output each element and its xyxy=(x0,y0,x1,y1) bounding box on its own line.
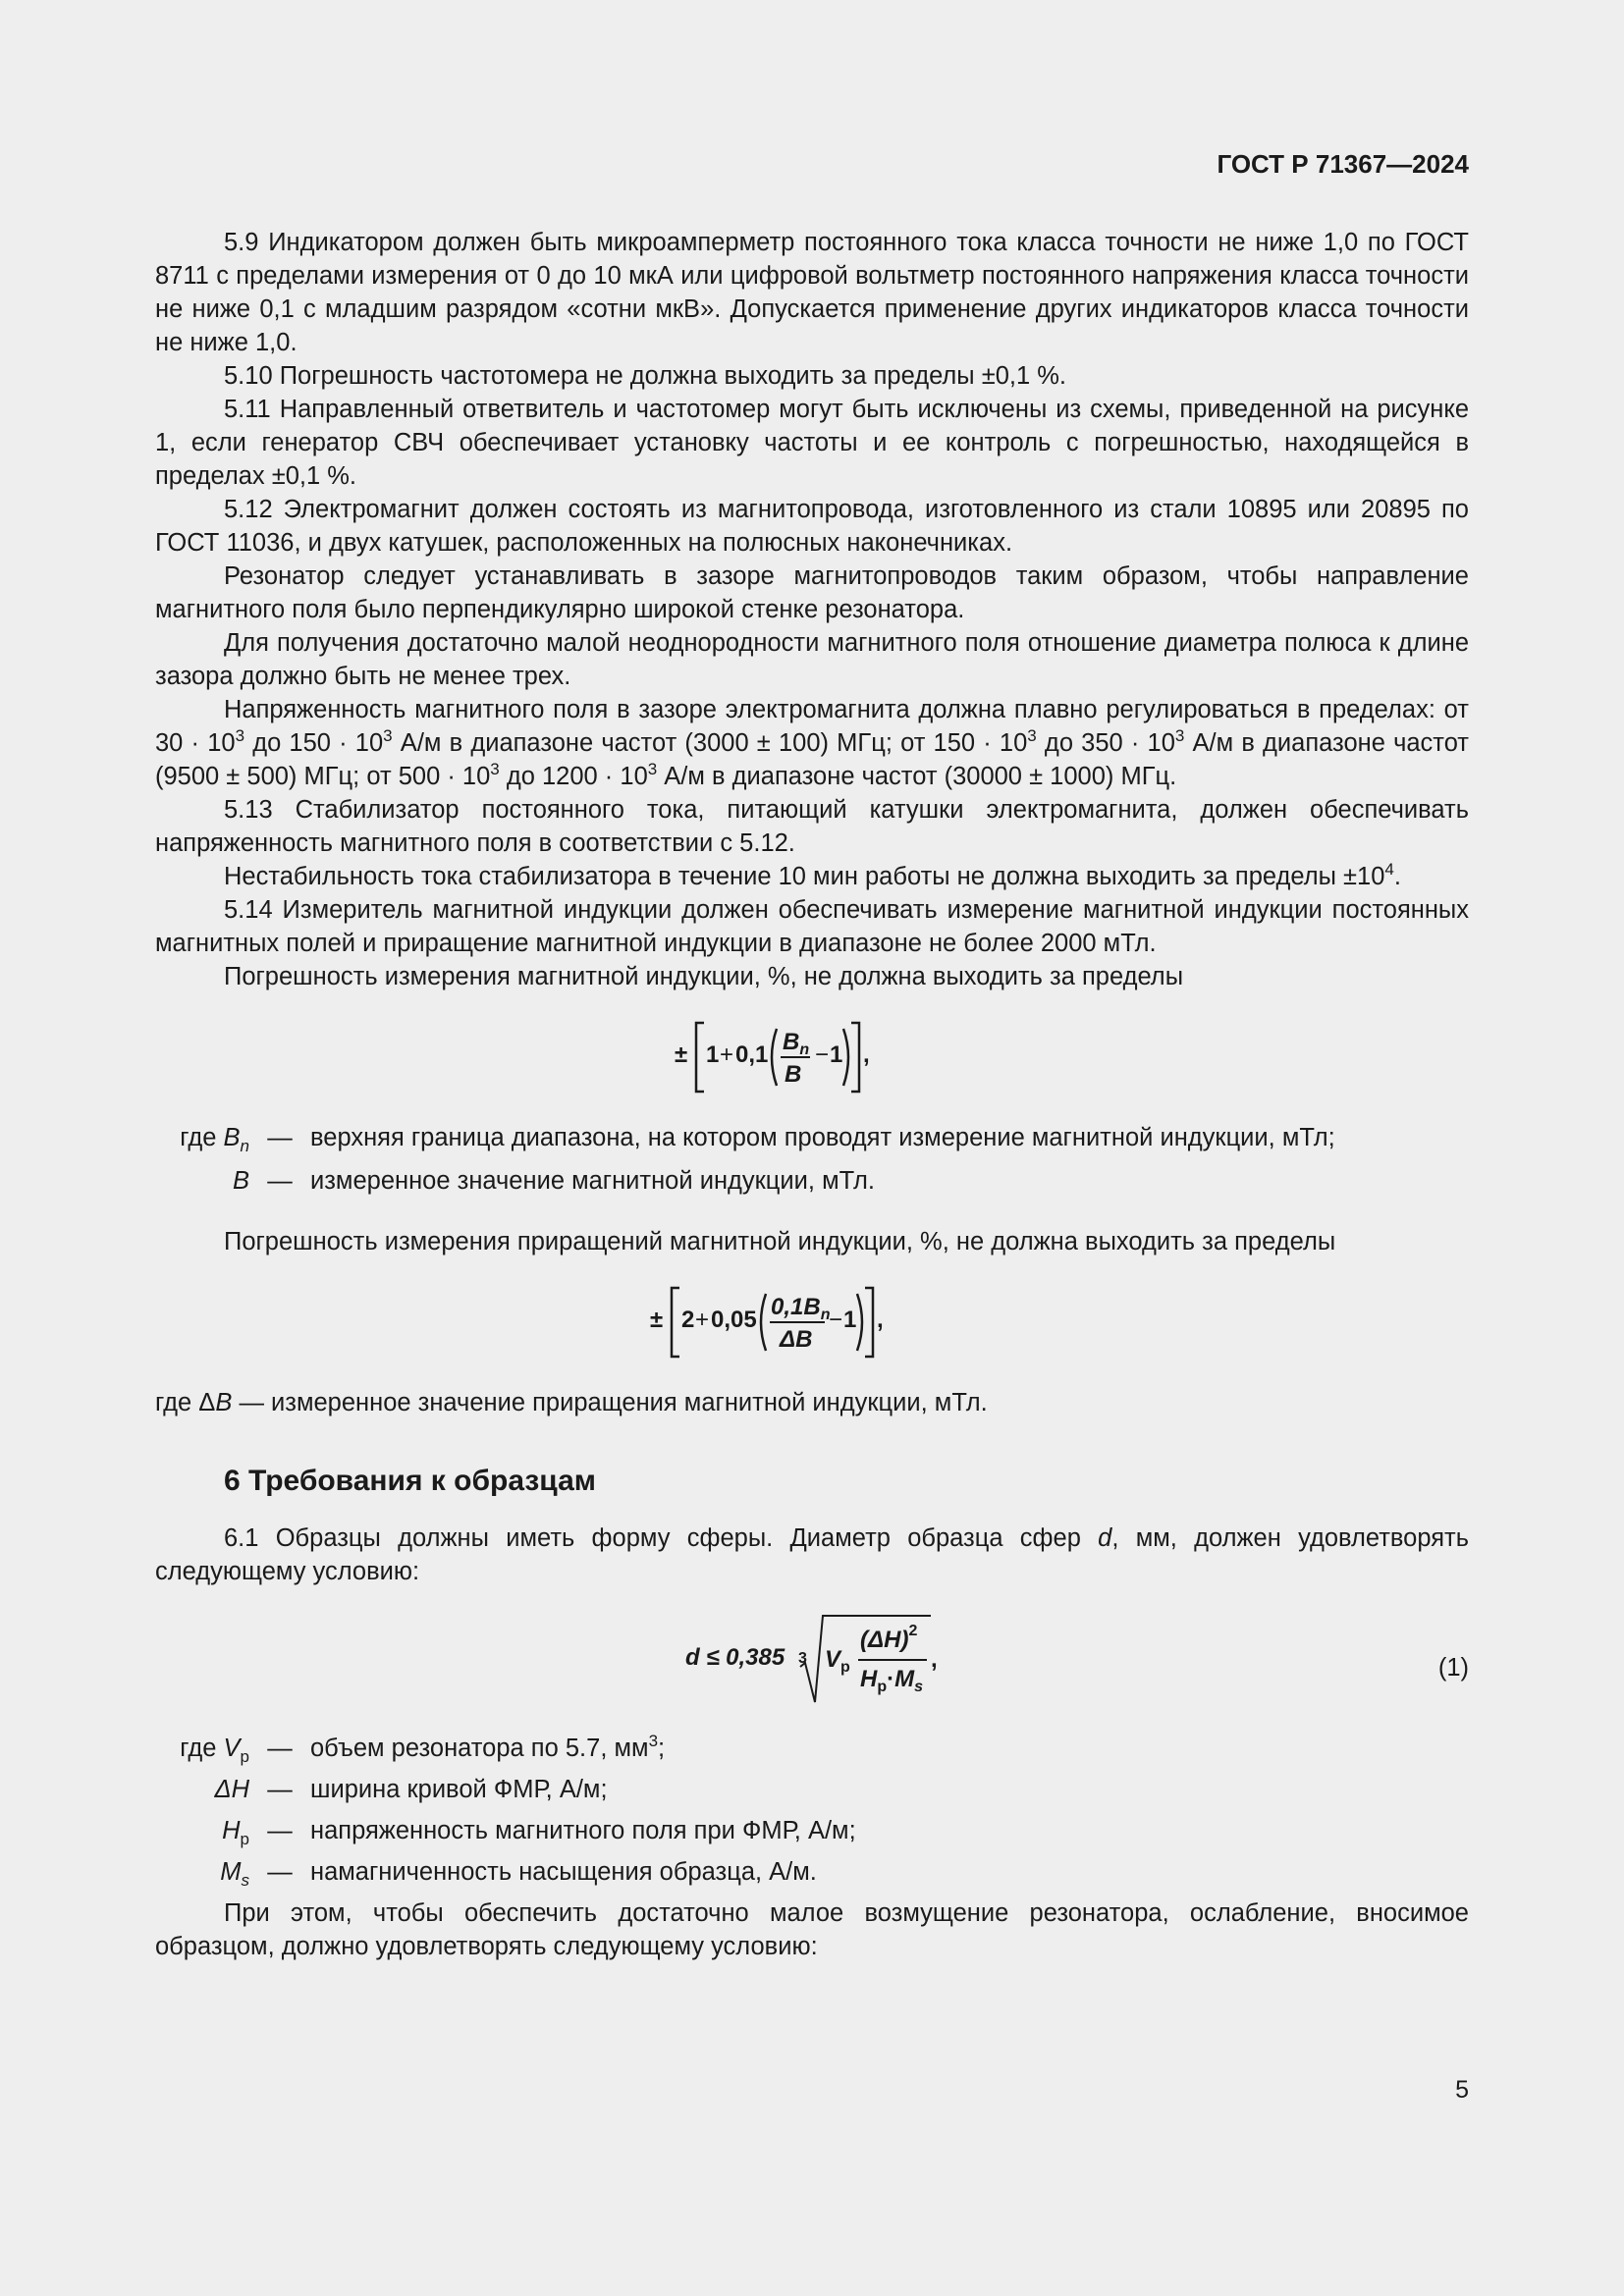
svg-text:3: 3 xyxy=(798,1650,807,1667)
svg-text:Vp: $V_p$ xyxy=(825,1646,850,1676)
svg-text:+: + xyxy=(720,1041,734,1068)
paragraph-5-10: 5.10 Погрешность частотомера не должна выходить за пределы ±0,1 %. xyxy=(224,362,1067,390)
svg-text:Bn: $B_n$ xyxy=(783,1029,810,1058)
svg-text:−: − xyxy=(829,1307,843,1333)
paragraph-error-1: Погрешность измерения магнитной индукции, %, не должна выходить за пределы xyxy=(224,963,1184,990)
section-6-title: 6 Требования к образцам xyxy=(224,1465,596,1497)
definition-row: ΔH — ширина кривой ФМР, А/м; xyxy=(214,1776,608,1803)
formula-induction-error-svg xyxy=(675,1011,910,1099)
svg-text:,: , xyxy=(877,1307,884,1333)
svg-text:ΔB: ΔB xyxy=(780,1326,813,1353)
equation-number: (1) xyxy=(1437,1654,1469,1682)
definition-row: B — измеренное значение магнитной индукции, мТл. xyxy=(232,1167,875,1195)
svg-text:±: ± xyxy=(675,1041,688,1068)
paragraph-attenuation: При этом, чтобы обеспечить достаточно малое возмущение резонатора, ослабление, вносимое образцом, должно удовлетворять следующему условию: xyxy=(155,1899,1469,1960)
svg-text:1: 1 xyxy=(843,1307,857,1333)
paragraph-6-1: 6.1 Образцы должны иметь форму сферы. Диаметр образца сфер d, мм, должен удовлетворять следующему условию: xyxy=(155,1524,1469,1585)
paragraph-5-11: 5.11 Направленный ответвитель и частотомер могут быть исключены из схемы, приведенной на рисунке 1, если генератор СВЧ обеспечивает установку частоты и ее контроль с погрешностью, находящейся в пределах ±0,1 %. xyxy=(155,396,1469,490)
svg-text:−: − xyxy=(815,1041,830,1068)
svg-text:(ΔH)2: $(\Delta H)^2$ xyxy=(860,1623,918,1653)
definition-row: $H_p$ — напряженность магнитного поля при ФМР, А/м; xyxy=(222,1817,856,1849)
definition-row: $M_s$ — намагниченность насыщения образца, А/м. xyxy=(220,1858,817,1891)
paragraph-instability: Нестабильность тока стабилизатора в течение 10 мин работы не должна выходить за пределы $\pm 10^4$. xyxy=(224,859,1401,890)
paragraph-error-2: Погрешность измерения приращений магнитной индукции, %, не должна выходить за пределы xyxy=(224,1228,1336,1255)
svg-text:0,05: 0,05 xyxy=(711,1307,757,1333)
definitions-equation-1 xyxy=(155,1732,1469,1896)
svg-text:1: 1 xyxy=(706,1041,720,1068)
svg-text:±: ± xyxy=(650,1307,664,1333)
formula-induction-error xyxy=(155,1011,1469,1099)
definitions-formula-1 xyxy=(155,1121,1469,1207)
svg-text:,: , xyxy=(931,1646,938,1673)
paragraph-field-range: Напряженность магнитного поля в зазоре электромагнита должна плавно регулироваться в пределах: от $30 \cdot 10^3$ до $150 \cdot 10^3$ А/м в диапазоне частот (3000 ± 100) МГц; от $150 \cdot 10^3$ до $350 \cdot 10^3$ А/м в диапазоне частот (9500 ± 500) МГц; от $500 \cdot 10^3$ до $1200 \cdot 10^3$ А/м в диапазоне частот (30000 ± 1000) МГц. xyxy=(155,696,1469,790)
svg-text:1: 1 xyxy=(830,1041,843,1068)
paragraph-5-13: 5.13 Стабилизатор постоянного тока, питающий катушки электромагнита, должен обеспечивать напряженность магнитного поля в соответствии с 5.12. xyxy=(155,796,1469,857)
formula-increment-error xyxy=(155,1276,1469,1364)
equation-1-svg xyxy=(685,1606,980,1714)
paragraph-resonator: Резонатор следует устанавливать в зазоре магнитопроводов таким образом, чтобы направление магнитного поля было перпендикулярно широкой стенке резонатора. xyxy=(155,562,1469,623)
svg-text:d ≤ 0,385: d ≤ 0,385 xyxy=(685,1644,785,1671)
document-code: ГОСТ Р 71367—2024 xyxy=(1217,149,1469,179)
formula-increment-error-svg xyxy=(650,1276,925,1364)
page-number: 5 xyxy=(1455,2076,1469,2104)
equation-1 xyxy=(155,1606,1469,1714)
svg-text:B: B xyxy=(785,1061,802,1088)
paragraph-5-12: 5.12 Электромагнит должен состоять из магнитопровода, изготовленного из стали 10895 или 20895 по ГОСТ 11036, и двух катушек, расположенных на полюсных наконечниках. xyxy=(155,496,1469,557)
svg-text:+: + xyxy=(695,1307,710,1333)
paragraph-5-9: 5.9 Индикатором должен быть микроамперметр постоянного тока класса точности не ниже 1,0 по ГОСТ 8711 с пределами измерения от 0 до 10 мкА или цифровой вольтметр постоянного напряжения класса точности не ниже 0,1 с младшим разрядом «сотни мкВ». Допускается применение других индикаторов класса точности не ниже 1,0. xyxy=(155,229,1469,356)
definition-row: где $B_n$ — верхняя граница диапазона, на котором проводят измерение магнитной индукции, мТл; xyxy=(180,1124,1335,1156)
svg-text:Hp·Ms: $H_p\cdot M_s$ xyxy=(860,1666,924,1695)
svg-text:,: , xyxy=(863,1041,870,1068)
svg-text:0,1Bn: $0,1B_n$ xyxy=(771,1294,831,1323)
definition-delta-b: где ΔB — измеренное значение приращения магнитной индукции, мТл. xyxy=(155,1389,988,1416)
paragraph-5-14: 5.14 Измеритель магнитной индукции должен обеспечивать измерение магнитной индукции постоянных магнитных полей и приращение магнитной индукции в диапазоне не более 2000 мТл. xyxy=(155,896,1469,957)
svg-text:2: 2 xyxy=(681,1307,695,1333)
body-text xyxy=(155,226,1469,1963)
definition-row: где $V_p$ — объем резонатора по 5.7, $мм^3$; xyxy=(180,1731,666,1767)
svg-text:0,1: 0,1 xyxy=(735,1041,769,1068)
paragraph-pole-ratio: Для получения достаточно малой неоднородности магнитного поля отношение диаметра полюса к длине зазора должно быть не менее трех. xyxy=(155,629,1469,690)
